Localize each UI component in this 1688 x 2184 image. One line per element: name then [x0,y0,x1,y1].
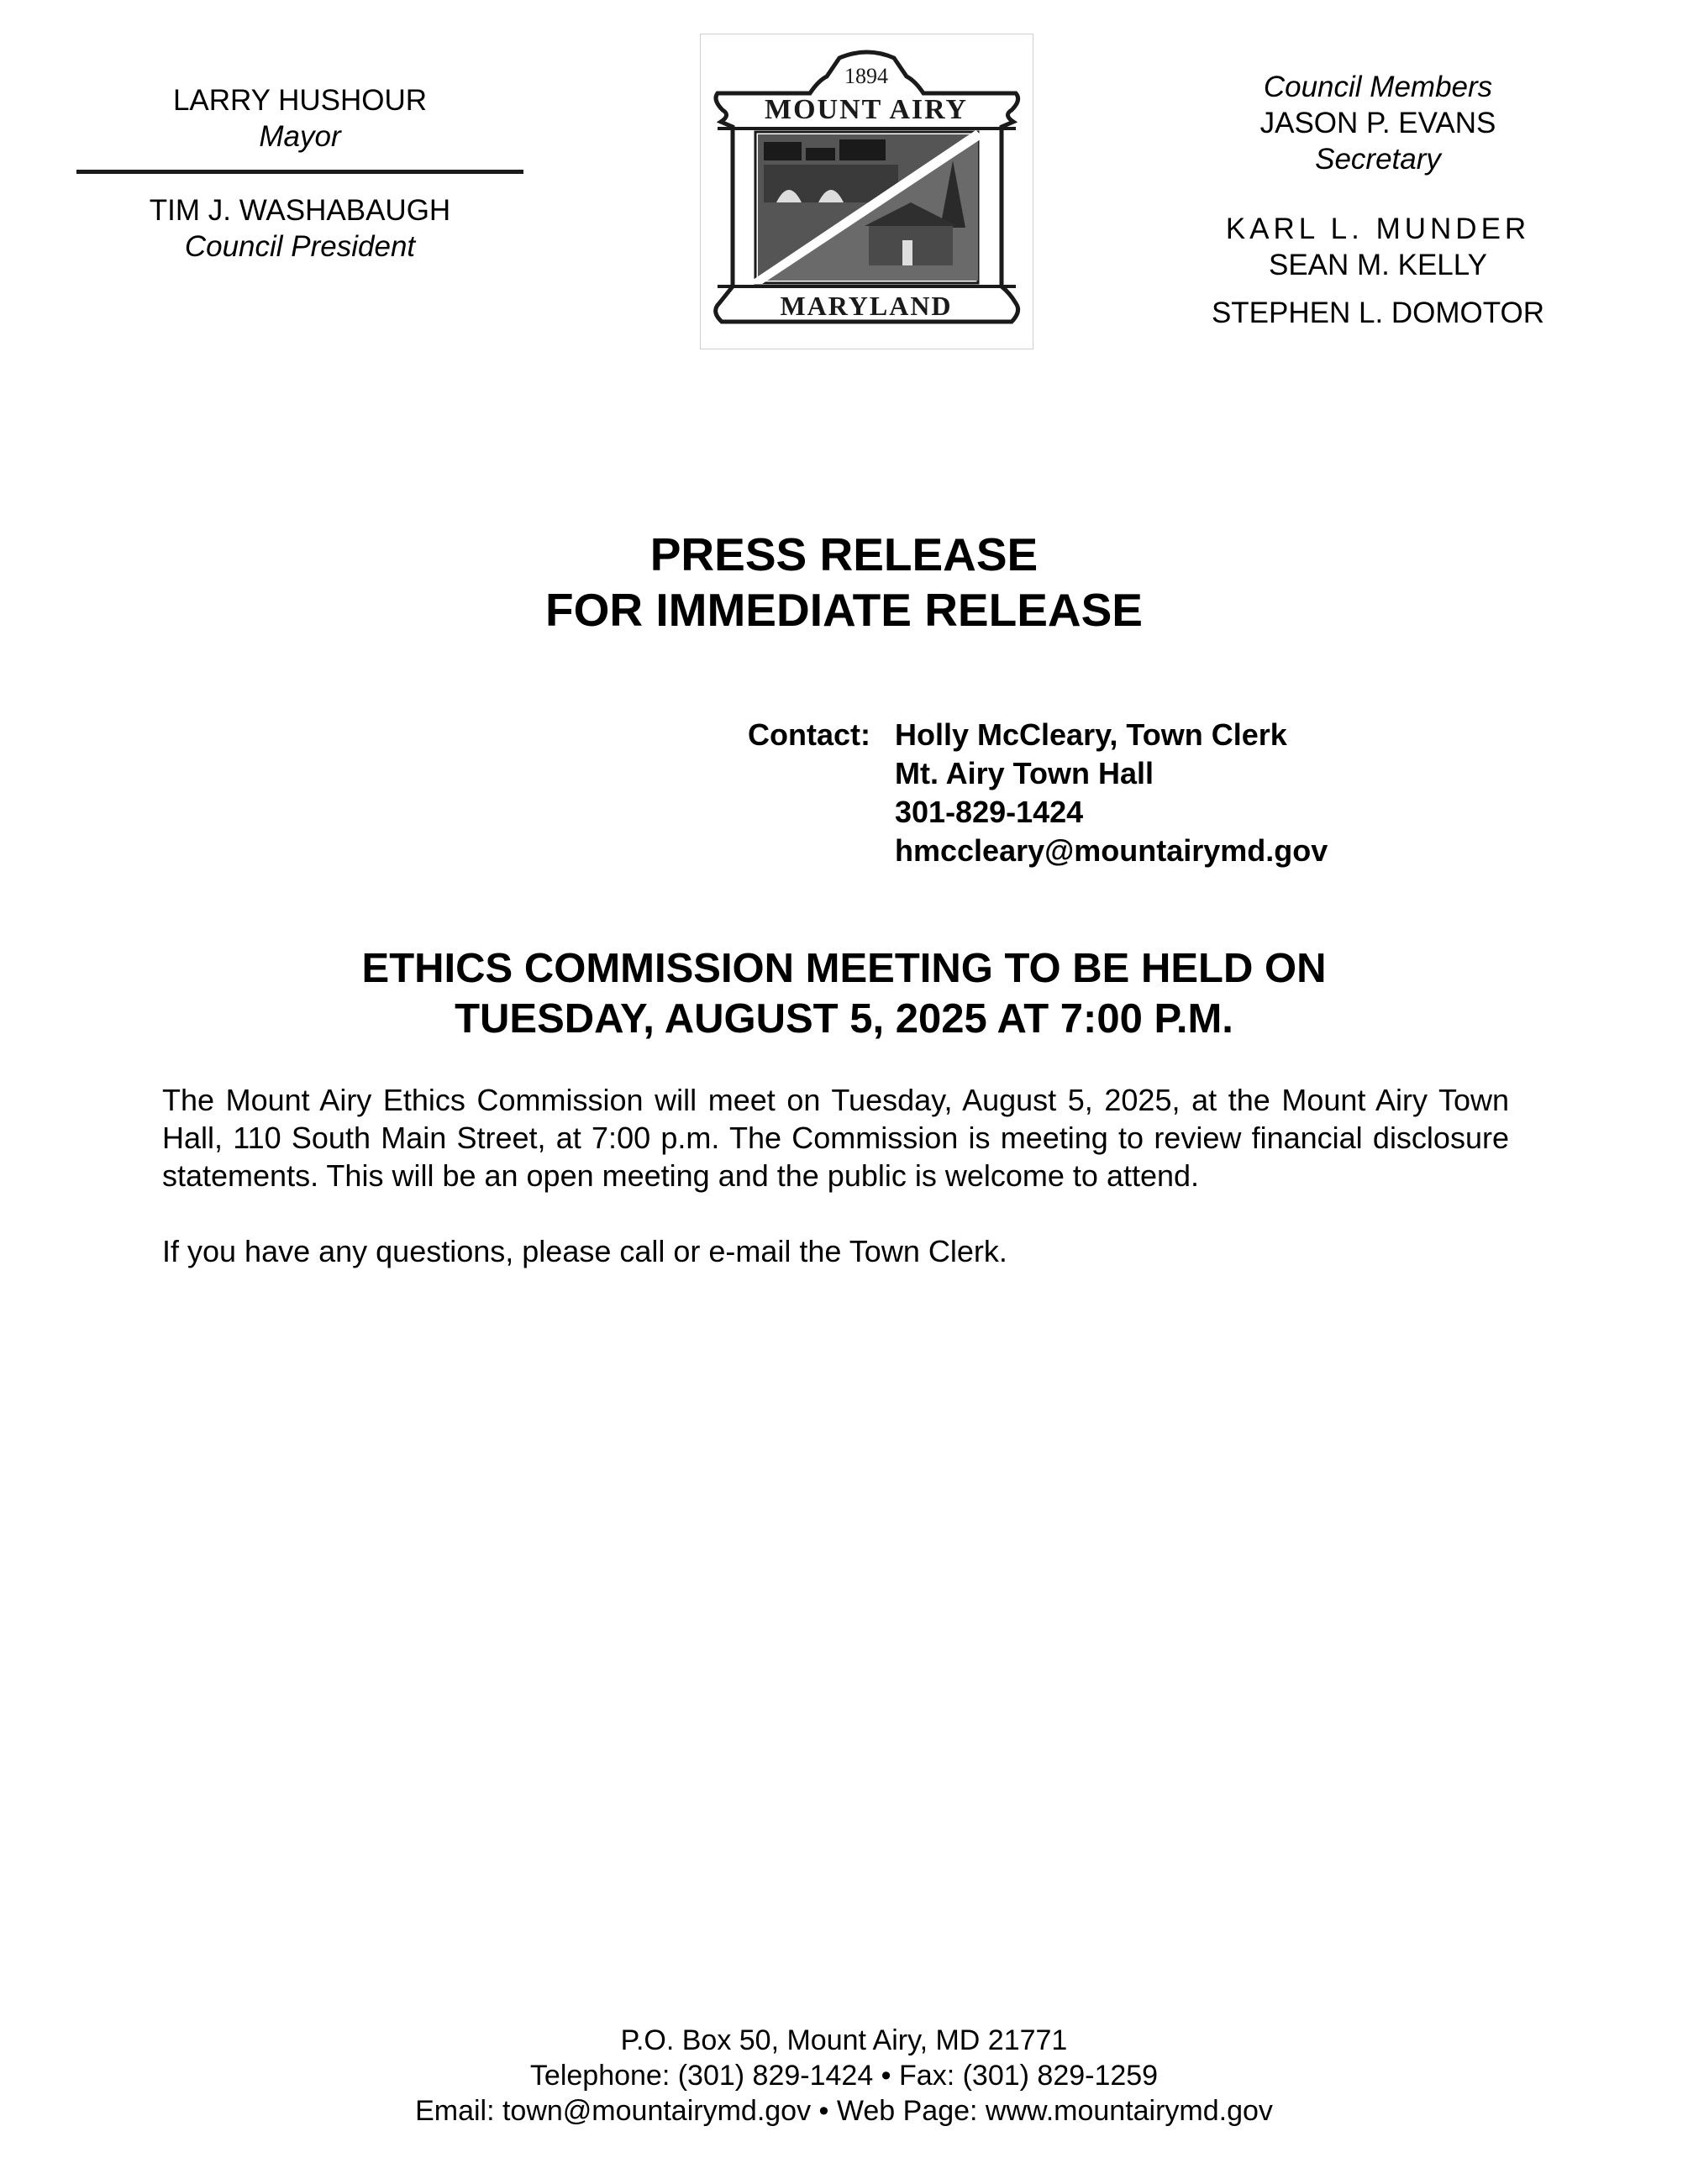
contact-block [748,716,1328,870]
footer-phone-fax: Telephone: (301) 829-1424 • Fax: (301) 829-1259 [529,2060,1159,2092]
council-president-name: TIM J. WASHABAUGH [149,194,451,227]
footer-address: P.O. Box 50, Mount Airy, MD 21771 [620,2024,1068,2056]
release-header [0,527,1688,638]
meeting-title-line-2: TUESDAY, AUGUST 5, 2025 AT 7:00 P.M. [455,996,1233,1042]
council-member-title: Secretary [1315,143,1441,176]
town-seal-logo [700,34,1033,349]
mayor-name: LARRY HUSHOUR [172,84,428,117]
council-member-name: SEAN M. KELLY [1268,249,1487,281]
logo-year: 1894 [844,64,888,88]
body-paragraph: The Mount Airy Ethics Commission will meet on Tuesday, August 5, 2025, at the Mount Airy Town Hall, 110 South Main Street, at 7:00 p.m. The Commission is meeting to review financial disclosure statements. This will be an open meeting and the public is welcome to attend. [162,1083,1509,1193]
contact-email: hmccleary@mountairymd.gov [895,833,1328,868]
mayor-block [76,82,523,265]
town-seal-icon [701,34,1033,349]
contact-office: Mt. Airy Town Hall [895,756,1154,790]
footer-email-web: Email: town@mountairymd.gov • Web Page: www.mountairymd.gov [415,2095,1273,2127]
contact-label: Contact: [748,717,870,752]
logo-bottom-text: MARYLAND [780,291,953,321]
mayor-title: Mayor [259,120,341,153]
release-title: PRESS RELEASE [649,528,1039,580]
release-subtitle: FOR IMMEDIATE RELEASE [545,584,1143,636]
meeting-title-line-1: ETHICS COMMISSION MEETING TO BE HELD ON [361,946,1327,991]
council-member-name: STEPHEN L. DOMOTOR [1211,297,1545,329]
letterhead-divider [76,170,523,174]
body-text [162,1081,1509,1270]
council-heading: Council Members [1263,71,1493,103]
council-member-name: JASON P. EVANS [1259,107,1496,139]
meeting-title [0,943,1688,1044]
council-members-block [1176,69,1580,331]
footer [0,2023,1688,2129]
spacer [1176,177,1580,211]
council-member-name: KARL L. MUNDER [1225,213,1531,245]
logo-top-text: MOUNT AIRY [764,94,969,125]
contact-phone: 301-829-1424 [895,795,1084,829]
council-president-title: Council President [184,230,416,263]
contact-name: Holly McCleary, Town Clerk [895,717,1287,752]
body-paragraph: If you have any questions, please call or e-mail the Town Clerk. [162,1234,1007,1268]
